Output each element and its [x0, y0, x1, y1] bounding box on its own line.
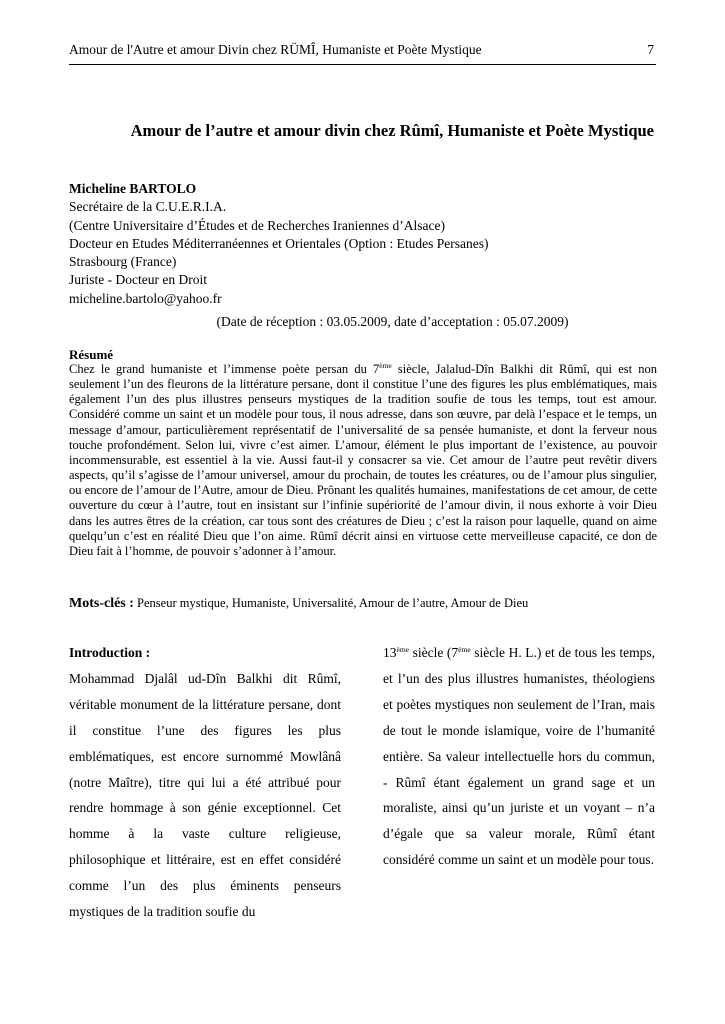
century-text: siècle (7 — [409, 645, 459, 660]
author-name: Micheline BARTOLO — [69, 181, 197, 196]
submission-dates: (Date de réception : 03.05.2009, date d’acceptation : 05.07.2009) — [216, 314, 569, 329]
century-number: 13 — [383, 645, 397, 660]
body-column-left — [69, 640, 341, 925]
author-affiliation-line: (Centre Universitaire d’Études et de Recherches Iraniennes d’Alsace) — [69, 217, 445, 233]
introduction-left-text: Mohammad Djalâl ud-Dîn Balkhi dit Rûmî, véritable monument de la littérature persane, dont il constitue l’une des figures les plus emblématiques, est encore surnommé Mowlânâ (notre Maître), titre qui lui a été attribué pour rendre hommage à son génie exceptionnel. Cet homme à la vaste culture religieuse, philosophique et littéraire, est en effet considéré comme l’un des plus éminents penseurs mystiques de la tradition soufie du — [69, 670, 341, 920]
author-affiliation-line: Juriste - Docteur en Droit — [69, 272, 207, 288]
article-title: Amour de l’autre et amour divin chez Rûmî, Humaniste et Poète Mystique — [130, 121, 654, 140]
author-block — [69, 180, 659, 308]
abstract-text — [69, 362, 657, 559]
abstract-text-rest: siècle, Jalalud-Dîn Balkhi dit Rûmî, qui est non seulement l’un des fleurons de la littérature persane, dont il constitue l’une des figures les plus emblématiques, mais également l’un des plus illustres penseurs mystiques de la tradition soufie de tous les temps, tout est amour. Considéré comme un saint et un modèle pour tous, il nous adresse, dans son œuvre, par delà l’espace et le temps, un message d’amour, particulièrement représentatif de l’universalité de sa pensée humaniste, et dont la ferveur nous touche profondément. Selon lui, vivre c’est aimer. L’amour, élément le plus important de l’existence, au pouvoir incommensurable, est essentiel à la vie. Aussi faut-il y consacrer sa vie. Cet amour de l’autre peut revêtir divers aspects, qu’il s’agisse de l’amour universel, amour du prochain, de toutes les créatures, ou de l’amour plus singulier, ou encore de l’amour de l’Autre, amour de Dieu. Prônant les qualités humaines, manifestations de cet amour, de cette ouverture du cœur à l’autre, tout en insistant sur l’infinie supériorité de l’amour divin, il nous exhorte à voir Dieu dans les autres êtres de la création, car tous sont des créatures de Dieu ; c’est la raison pour laquelle, quand on aime quelqu’un c’est en réalité Dieu que l’on aime. Rûmî décrit ainsi en virtuose cette merveilleuse capacité, ce don de Dieu fait à l’homme, de pouvoir s’adonner à l’amour. — [69, 362, 657, 558]
hegira-superscript: ème — [458, 645, 471, 654]
abstract-heading: Résumé — [69, 347, 114, 362]
author-affiliation-line: Strasbourg (France) — [69, 254, 177, 270]
abstract-superscript: ème — [379, 361, 392, 370]
introduction-right-text: siècle H. L.) et de tous les temps, et l’un des plus illustres humanistes, théologiens et poètes mystiques non seulement de l’Iran, mais de tout le monde islamique, voire de l’humanité entière. Sa valeur intellectuelle hors du commun, - Rûmî étant également un grand sage et un moraliste, ainsi qu’un juriste et un voyant – n’a d’égale que sa valeur morale, Rûmî étant considéré comme un saint et un modèle pour tous. — [383, 645, 655, 868]
keywords-label: Mots-clés : — [69, 596, 134, 611]
page-header — [69, 40, 656, 65]
introduction-heading: Introduction : — [69, 645, 151, 660]
author-affiliation-line: Docteur en Etudes Méditerranéennes et Orientales (Option : Etudes Persanes) — [69, 235, 489, 251]
abstract-text-start: Chez le grand humaniste et l’immense poète persan du 7 — [69, 362, 380, 376]
body-column-right — [383, 640, 655, 873]
century-superscript: ème — [396, 645, 409, 654]
author-email: micheline.bartolo@yahoo.fr — [69, 290, 222, 306]
running-title: Amour de l'Autre et amour Divin chez RÜMÎ, Humaniste et Poète Mystique — [69, 42, 482, 57]
page-number: 7 — [647, 42, 654, 57]
author-affiliation-line: Secrétaire de la C.U.E.R.I.A. — [69, 199, 227, 215]
keywords-text: Penseur mystique, Humaniste, Universalité, Amour de l’autre, Amour de Dieu — [137, 596, 529, 610]
keywords-line — [69, 596, 528, 612]
